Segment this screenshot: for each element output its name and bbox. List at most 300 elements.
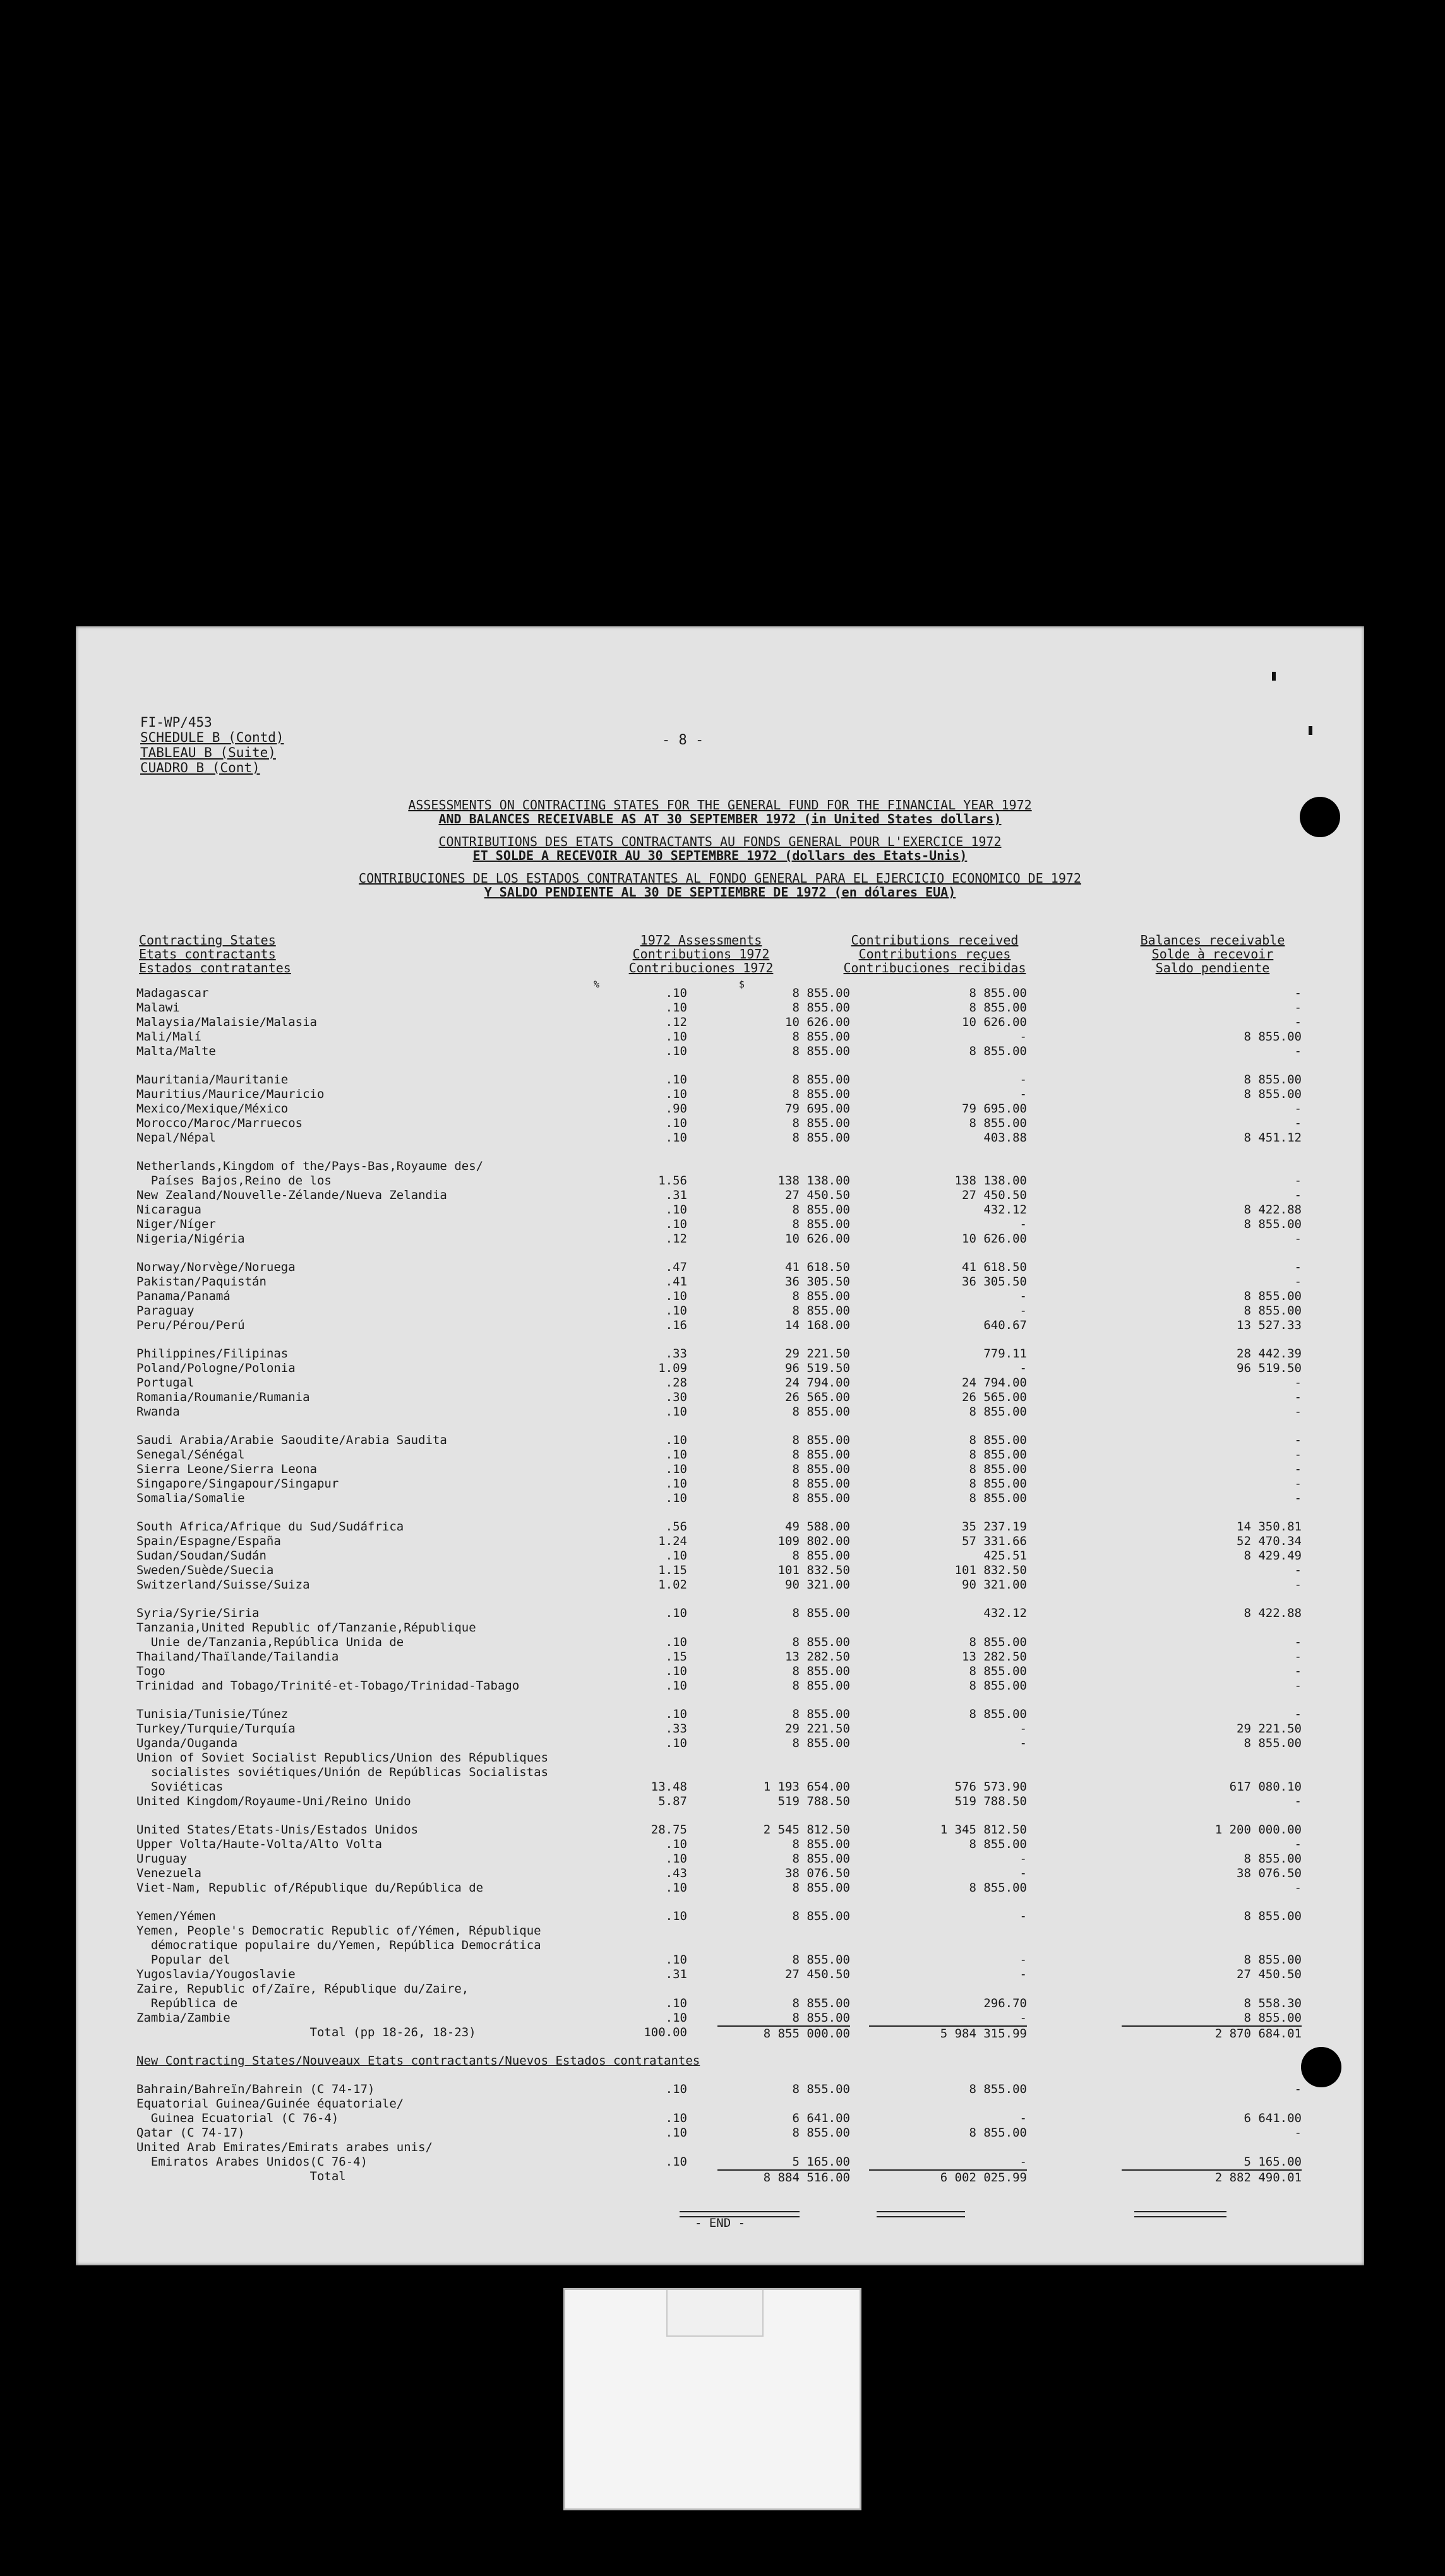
assessment-percent: .10 <box>665 1405 687 1419</box>
table-row <box>136 1405 1349 1419</box>
assessment-amount: 8 855.00 <box>792 1131 850 1145</box>
assessment-percent: .10 <box>665 1477 687 1491</box>
table-row <box>136 1621 1349 1635</box>
balance-receivable: - <box>1294 1679 1302 1693</box>
assessment-percent: 13.48 <box>651 1780 687 1794</box>
assessment-percent: .10 <box>665 1073 687 1087</box>
state-name: Netherlands,Kingdom of the/Pays-Bas,Royaume des/ <box>136 1159 484 1173</box>
state-name: Uruguay <box>136 1852 188 1866</box>
assessment-percent: 1.56 <box>658 1174 687 1188</box>
assessment-amount: 8 855.00 <box>792 1433 850 1447</box>
assessment-percent: .10 <box>665 1549 687 1563</box>
balance-receivable: 27 450.50 <box>1237 1967 1302 1981</box>
column-header-assessments: 1972 Assessments Contributions 1972 Contribuciones 1972 <box>628 933 774 975</box>
assessment-amount: 14 168.00 <box>785 1318 850 1332</box>
assessment-amount: 29 221.50 <box>785 1722 850 1736</box>
table-row <box>136 2140 1349 2155</box>
assessment-percent: .31 <box>665 1967 687 1981</box>
state-name: Qatar (C 74-17) <box>136 2126 245 2140</box>
assessment-amount: 8 855.00 <box>792 1001 850 1015</box>
contribution-received: - <box>1019 1722 1027 1736</box>
row-spacer <box>136 1059 1349 1073</box>
row-spacer <box>136 1246 1349 1260</box>
contribution-received: 8 855.00 <box>969 1881 1027 1895</box>
balance-receivable: 52 470.34 <box>1237 1534 1302 1548</box>
state-name: Tanzania,United Republic of/Tanzanie,République <box>136 1621 476 1635</box>
assessment-percent: .10 <box>665 1289 687 1303</box>
balance-receivable: - <box>1294 1390 1302 1404</box>
row-spacer <box>136 1419 1349 1433</box>
title-fr-1: CONTRIBUTIONS DES ETATS CONTRACTANTS AU FONDS GENERAL POUR L'EXERCICE 1972 <box>438 834 1002 849</box>
table-row <box>136 1361 1349 1376</box>
state-name: Viet-Nam, Republic of/République du/República de <box>136 1881 484 1895</box>
title-en-1: ASSESSMENTS ON CONTRACTING STATES FOR THE GENERAL FUND FOR THE FINANCIAL YEAR 1972 <box>408 797 1032 813</box>
assessment-amount: 8 855.00 <box>792 1664 850 1678</box>
assessment-percent: .10 <box>665 1116 687 1130</box>
table-row <box>136 1275 1349 1289</box>
contribution-received: 403.88 <box>983 1131 1027 1145</box>
table-row <box>136 1852 1349 1866</box>
state-name: Tunisia/Tunisie/Túnez <box>136 1707 289 1721</box>
table-row <box>136 2082 1349 2097</box>
contribution-received: - <box>1019 1361 1027 1375</box>
contribution-received: - <box>1019 1953 1027 1967</box>
assessment-amount: 24 794.00 <box>785 1376 850 1390</box>
table-row <box>136 1217 1349 1232</box>
assessment-amount: 29 221.50 <box>785 1347 850 1361</box>
balance-receivable: - <box>1294 1794 1302 1808</box>
balance-receivable: - <box>1294 1001 1302 1015</box>
contribution-received: - <box>1019 1217 1027 1231</box>
assessment-percent: .33 <box>665 1347 687 1361</box>
contribution-received: 8 855.00 <box>969 1001 1027 1015</box>
table-row <box>136 1044 1349 1059</box>
balance-receivable: - <box>1294 1664 1302 1678</box>
row-spacer <box>136 1809 1349 1823</box>
balance-receivable: 28 442.39 <box>1237 1347 1302 1361</box>
assessment-amount: 8 855.00 <box>792 1736 850 1750</box>
contribution-received: 576 573.90 <box>954 1780 1027 1794</box>
assessment-amount: 8 855.00 <box>792 1203 850 1217</box>
state-name: Zambia/Zambie <box>136 2011 231 2025</box>
contribution-received: 779.11 <box>983 1347 1027 1361</box>
contribution-received: 425.51 <box>983 1549 1027 1563</box>
state-name: Portugal <box>136 1376 195 1390</box>
table-row <box>136 1102 1349 1116</box>
contribution-received: 13 282.50 <box>962 1650 1027 1664</box>
assessment-amount: 90 321.00 <box>785 1578 850 1592</box>
assessment-percent: .10 <box>665 2126 687 2140</box>
table-row <box>136 1376 1349 1390</box>
table-row <box>136 1001 1349 1015</box>
balance-receivable: - <box>1294 1650 1302 1664</box>
state-name: Turkey/Turquie/Turquía <box>136 1722 296 1736</box>
contribution-received: 8 855.00 <box>969 2082 1027 2096</box>
state-name: Equatorial Guinea/Guinée équatoriale/ <box>136 2097 404 2111</box>
title-en-2: AND BALANCES RECEIVABLE AS AT 30 SEPTEMBER 1972 (in United States dollars) <box>438 811 1002 826</box>
state-name: Zaire, Republic of/Zaïre, République du/Zaire, <box>136 1982 469 1996</box>
state-name: Nicaragua <box>136 1203 201 1217</box>
contribution-received: - <box>1019 2111 1027 2125</box>
row-spacer <box>136 2040 1349 2054</box>
state-name: United Kingdom/Royaume-Uni/Reino Unido <box>136 1794 411 1808</box>
table-row <box>136 1823 1349 1837</box>
row-spacer <box>136 1333 1349 1347</box>
balance-receivable: 2 882 490.01 <box>1122 2169 1302 2185</box>
state-name: United Arab Emirates/Emirats arabes unis/ <box>136 2140 433 2154</box>
table-row <box>136 1289 1349 1304</box>
table-row <box>136 1578 1349 1592</box>
state-name: Nigeria/Nigéria <box>136 1232 245 1246</box>
state-name: Philippines/Filipinas <box>136 1347 289 1361</box>
balance-receivable: - <box>1294 1448 1302 1462</box>
balance-receivable: 8 855.00 <box>1244 1736 1302 1750</box>
assessment-amount: 109 802.00 <box>777 1534 850 1548</box>
row-spacer <box>136 1895 1349 1909</box>
contribution-received: 36 305.50 <box>962 1275 1027 1289</box>
state-name: Upper Volta/Haute-Volta/Alto Volta <box>136 1837 382 1851</box>
table-row <box>136 1318 1349 1333</box>
contribution-received: 8 855.00 <box>969 1707 1027 1721</box>
schedule-fr: TABLEAU B (Suite) <box>140 745 276 760</box>
contribution-received: 296.70 <box>983 1996 1027 2010</box>
assessment-amount: 8 855.00 <box>792 1116 850 1130</box>
balance-receivable: 8 422.88 <box>1244 1606 1302 1620</box>
assessment-amount: 8 855.00 <box>792 2082 850 2096</box>
table-row <box>136 2097 1349 2111</box>
table-row <box>136 1837 1349 1852</box>
contribution-received: 640.67 <box>983 1318 1027 1332</box>
table-row <box>136 1650 1349 1664</box>
state-name: Malawi <box>136 1001 180 1015</box>
state-name: Madagascar <box>136 986 209 1000</box>
contribution-received: 8 855.00 <box>969 1491 1027 1505</box>
table-row <box>136 1982 1349 1996</box>
assessment-percent: .10 <box>665 1448 687 1462</box>
assessment-percent: .10 <box>665 1852 687 1866</box>
state-name: Morocco/Maroc/Marruecos <box>136 1116 303 1130</box>
contribution-received: 57 331.66 <box>962 1534 1027 1548</box>
assessment-percent: .10 <box>665 1030 687 1044</box>
table-row <box>136 1794 1349 1809</box>
contribution-received: 519 788.50 <box>954 1794 1027 1808</box>
balance-receivable: 8 855.00 <box>1244 1852 1302 1866</box>
contribution-received: 8 855.00 <box>969 1448 1027 1462</box>
balance-receivable: - <box>1294 1433 1302 1447</box>
assessment-amount: 519 788.50 <box>777 1794 850 1808</box>
row-spacer <box>136 1592 1349 1606</box>
balance-receivable: 8 422.88 <box>1244 1203 1302 1217</box>
assessment-amount: 8 855.00 <box>792 1304 850 1318</box>
contribution-received: 8 855.00 <box>969 1837 1027 1851</box>
contribution-received: 8 855.00 <box>969 1477 1027 1491</box>
table-row <box>136 1563 1349 1578</box>
table-row <box>136 1232 1349 1246</box>
balance-receivable: 29 221.50 <box>1237 1722 1302 1736</box>
assessment-percent: .10 <box>665 1707 687 1721</box>
state-name: Senegal/Sénégal <box>136 1448 245 1462</box>
assessment-percent: .10 <box>665 1462 687 1476</box>
unit-percent: % <box>594 979 600 990</box>
balance-receivable: - <box>1294 1260 1302 1274</box>
table-row <box>136 1679 1349 1693</box>
balance-receivable: 8 855.00 <box>1244 1909 1302 1923</box>
assessment-percent: .10 <box>665 1217 687 1231</box>
contribution-received: 27 450.50 <box>962 1188 1027 1202</box>
balance-receivable: - <box>1294 986 1302 1000</box>
contribution-received: 6 002 025.99 <box>869 2169 1027 2185</box>
assessment-amount: 8 855.00 <box>792 1030 850 1044</box>
state-name: Sierra Leone/Sierra Leona <box>136 1462 317 1476</box>
assessment-amount: 8 855.00 <box>792 1837 850 1851</box>
contribution-received: - <box>1019 1087 1027 1101</box>
balance-receivable: 8 855.00 <box>1244 1289 1302 1303</box>
balance-receivable: - <box>1294 1635 1302 1649</box>
table-row <box>136 1073 1349 1087</box>
balance-receivable: 8 855.00 <box>1244 2011 1302 2025</box>
assessment-percent: .10 <box>665 1203 687 1217</box>
state-name: Switzerland/Suisse/Suiza <box>136 1578 310 1592</box>
assessments-table <box>136 986 1349 2184</box>
balance-receivable: - <box>1294 2082 1302 2096</box>
table-row <box>136 1203 1349 1217</box>
assessment-amount: 79 695.00 <box>785 1102 850 1116</box>
column-header-states: Contracting States Etats contractants Estados contratantes <box>139 933 291 975</box>
table-row <box>136 1736 1349 1751</box>
contribution-received: - <box>1019 1967 1027 1981</box>
contribution-received: - <box>1019 1030 1027 1044</box>
balance-receivable: - <box>1294 1232 1302 1246</box>
row-spacer <box>136 1145 1349 1159</box>
contribution-received: 90 321.00 <box>962 1578 1027 1592</box>
assessment-amount: 8 855.00 <box>792 1549 850 1563</box>
table-row <box>136 1996 1349 2011</box>
assessment-amount: 96 519.50 <box>785 1361 850 1375</box>
balance-receivable: - <box>1294 1044 1302 1058</box>
balance-receivable: 96 519.50 <box>1237 1361 1302 1375</box>
contribution-received: 5 984 315.99 <box>869 2025 1027 2041</box>
table-row <box>136 1866 1349 1881</box>
balance-receivable: 8 429.49 <box>1244 1549 1302 1563</box>
assessment-amount: 5 165.00 <box>792 2155 850 2169</box>
balance-receivable: 6 641.00 <box>1244 2111 1302 2125</box>
assessment-percent: .10 <box>665 1304 687 1318</box>
state-name: Emiratos Arabes Unidos(C 76-4) <box>136 2155 368 2169</box>
contribution-received: 1 345 812.50 <box>940 1823 1027 1837</box>
table-row <box>136 1131 1349 1145</box>
state-name: Mauritania/Mauritanie <box>136 1073 289 1087</box>
contribution-received: - <box>1019 1073 1027 1087</box>
doc-ref: FI-WP/453 <box>140 715 212 730</box>
state-name: Venezuela <box>136 1866 201 1880</box>
state-name: Thailand/Thaïlande/Tailandia <box>136 1650 339 1664</box>
card-tab <box>666 2290 764 2337</box>
row-spacer <box>136 1693 1349 1707</box>
assessment-amount: 13 282.50 <box>785 1650 850 1664</box>
assessment-amount: 8 855.00 <box>792 1707 850 1721</box>
contribution-received: 8 855.00 <box>969 1664 1027 1678</box>
contribution-received: - <box>1019 1736 1027 1750</box>
assessment-amount: 8 855.00 <box>792 1087 850 1101</box>
assessment-percent: .10 <box>665 1953 687 1967</box>
assessment-percent: .10 <box>665 2111 687 2125</box>
page-number: - 8 - <box>662 732 704 748</box>
assessment-amount: 8 855.00 <box>792 1881 850 1895</box>
assessment-percent: 1.24 <box>658 1534 687 1548</box>
state-name: Yemen, People's Democratic Republic of/Yémen, République <box>136 1924 541 1938</box>
assessment-percent: 1.02 <box>658 1578 687 1592</box>
table-row <box>136 1087 1349 1102</box>
table-row <box>136 1534 1349 1549</box>
contribution-received: - <box>1019 1304 1027 1318</box>
state-name: República de <box>136 1996 238 2010</box>
total-row <box>136 2169 1349 2184</box>
balance-receivable: 5 165.00 <box>1244 2155 1302 2169</box>
assessment-amount: 36 305.50 <box>785 1275 850 1289</box>
table-row <box>136 1765 1349 1780</box>
assessment-percent: .33 <box>665 1722 687 1736</box>
unit-dollar: $ <box>739 979 745 990</box>
state-name: Total (pp 18-26, 18-23) <box>136 2025 476 2039</box>
assessment-percent: .10 <box>665 2155 687 2169</box>
table-row <box>136 2126 1349 2140</box>
state-name: Mauritius/Maurice/Mauricio <box>136 1087 325 1101</box>
document-titles <box>76 798 1364 899</box>
state-name: Sudan/Soudan/Sudán <box>136 1549 267 1563</box>
assessment-percent: .10 <box>665 1635 687 1649</box>
state-name: Syria/Syrie/Siria <box>136 1606 260 1620</box>
assessment-percent: .90 <box>665 1102 687 1116</box>
balance-receivable: 8 855.00 <box>1244 1304 1302 1318</box>
table-row <box>136 986 1349 1001</box>
assessment-percent: .10 <box>665 1001 687 1015</box>
balance-receivable: - <box>1294 2126 1302 2140</box>
row-spacer <box>136 1506 1349 1520</box>
state-name: Mali/Malí <box>136 1030 201 1044</box>
table-row <box>136 1433 1349 1448</box>
contribution-received: 8 855.00 <box>969 1116 1027 1130</box>
assessment-amount: 8 855.00 <box>792 1679 850 1693</box>
table-row <box>136 1606 1349 1621</box>
table-row <box>136 1707 1349 1722</box>
contribution-received: - <box>1019 1866 1027 1880</box>
table-row <box>136 1924 1349 1938</box>
table-row <box>136 1304 1349 1318</box>
contribution-received: - <box>1019 1909 1027 1923</box>
assessment-amount: 8 855.00 <box>792 1996 850 2010</box>
assessment-percent: .10 <box>665 1664 687 1678</box>
contribution-received: - <box>1019 2155 1027 2169</box>
balance-receivable: - <box>1294 1102 1302 1116</box>
balance-receivable: - <box>1294 1563 1302 1577</box>
document-page <box>76 626 1364 2265</box>
end-marker: - END - <box>694 2216 746 2230</box>
state-name: Peru/Pérou/Perú <box>136 1318 245 1332</box>
state-name: Poland/Pologne/Polonia <box>136 1361 296 1375</box>
ink-mark <box>1272 672 1276 681</box>
balance-receivable: 13 527.33 <box>1237 1318 1302 1332</box>
assessment-percent: .10 <box>665 1736 687 1750</box>
assessment-amount: 38 076.50 <box>785 1866 850 1880</box>
balance-receivable: 8 558.30 <box>1244 1996 1302 2010</box>
assessment-percent: .10 <box>665 1996 687 2010</box>
contribution-received: - <box>1019 1852 1027 1866</box>
table-row <box>136 1347 1349 1361</box>
assessment-amount: 8 855.00 <box>792 2126 850 2140</box>
table-row <box>136 1015 1349 1030</box>
state-name: United States/Etats-Unis/Estados Unidos <box>136 1823 419 1837</box>
assessment-amount: 8 855.00 <box>792 1073 850 1087</box>
balance-receivable: - <box>1294 1174 1302 1188</box>
schedule-en: SCHEDULE B (Contd) <box>140 730 284 745</box>
state-name: South Africa/Afrique du Sud/Sudáfrica <box>136 1520 404 1534</box>
balance-receivable: 1 200 000.00 <box>1214 1823 1302 1837</box>
assessment-percent: .10 <box>665 1679 687 1693</box>
assessment-amount: 8 855.00 <box>792 1405 850 1419</box>
assessment-percent: .10 <box>665 986 687 1000</box>
state-name: Malaysia/Malaisie/Malasia <box>136 1015 317 1029</box>
table-row <box>136 1462 1349 1477</box>
contribution-received: 8 855.00 <box>969 1462 1027 1476</box>
state-name: Yugoslavia/Yougoslavie <box>136 1967 296 1981</box>
assessment-percent: .47 <box>665 1260 687 1274</box>
table-row <box>136 1881 1349 1895</box>
backing-card <box>563 2288 861 2510</box>
table-row <box>136 1751 1349 1765</box>
contribution-received: 138 138.00 <box>954 1174 1027 1188</box>
balance-receivable: 14 350.81 <box>1237 1520 1302 1534</box>
assessment-amount: 8 855.00 <box>792 1462 850 1476</box>
assessment-percent: 1.15 <box>658 1563 687 1577</box>
table-row <box>136 1909 1349 1924</box>
contribution-received: 35 237.19 <box>962 1520 1027 1534</box>
balance-receivable: 38 076.50 <box>1237 1866 1302 1880</box>
state-name: Popular del <box>136 1953 231 1967</box>
balance-receivable: - <box>1294 1376 1302 1390</box>
assessment-amount: 138 138.00 <box>777 1174 850 1188</box>
state-name: Total <box>136 2169 346 2183</box>
assessment-amount: 8 855.00 <box>792 1477 850 1491</box>
assessment-amount: 8 855.00 <box>792 1217 850 1231</box>
state-name: Yemen/Yémen <box>136 1909 216 1923</box>
contribution-received: 101 832.50 <box>954 1563 1027 1577</box>
balance-receivable: - <box>1294 1881 1302 1895</box>
state-name: Norway/Norvège/Noruega <box>136 1260 296 1274</box>
state-name: Niger/Níger <box>136 1217 216 1231</box>
assessment-percent: .31 <box>665 1188 687 1202</box>
assessment-percent: .12 <box>665 1232 687 1246</box>
state-name: Uganda/Ouganda <box>136 1736 238 1750</box>
assessment-amount: 26 565.00 <box>785 1390 850 1404</box>
row-spacer <box>136 2068 1349 2082</box>
table-row <box>136 1390 1349 1405</box>
assessment-percent: .10 <box>665 1131 687 1145</box>
assessment-percent: .10 <box>665 1606 687 1620</box>
assessment-amount: 8 855 000.00 <box>717 2025 850 2041</box>
balance-receivable: 8 855.00 <box>1244 1030 1302 1044</box>
table-row <box>136 1260 1349 1275</box>
assessment-percent: .10 <box>665 1909 687 1923</box>
contribution-received: 8 855.00 <box>969 1433 1027 1447</box>
state-name: Sweden/Suède/Suecia <box>136 1563 274 1577</box>
state-name: Panama/Panamá <box>136 1289 231 1303</box>
assessment-percent: .10 <box>665 1837 687 1851</box>
state-name: Paraguay <box>136 1304 195 1318</box>
assessment-amount: 8 884 516.00 <box>717 2169 850 2185</box>
contribution-received: 8 855.00 <box>969 986 1027 1000</box>
table-row <box>136 1116 1349 1131</box>
assessment-percent: 28.75 <box>651 1823 687 1837</box>
